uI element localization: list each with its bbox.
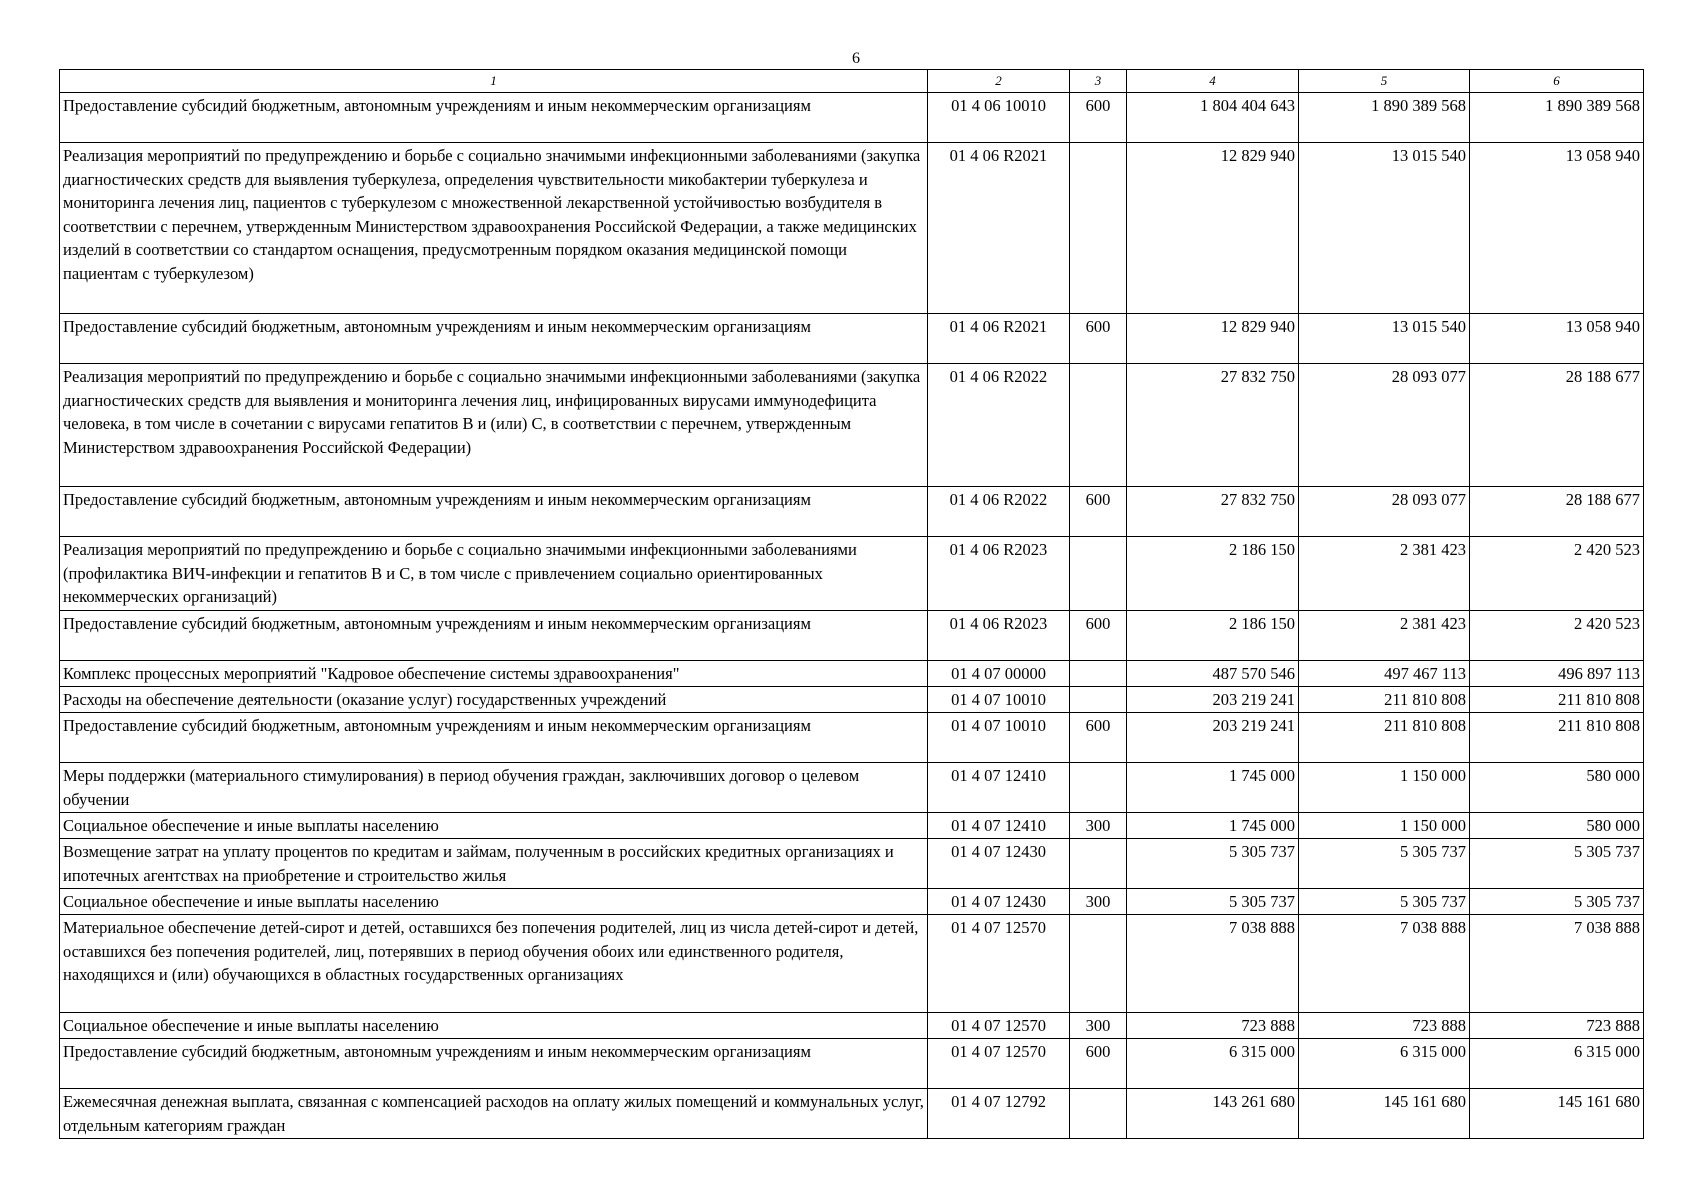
row-value-year2: 28 093 077 bbox=[1299, 487, 1470, 537]
row-value-year3: 211 810 808 bbox=[1470, 687, 1644, 713]
table-row bbox=[60, 713, 1644, 763]
row-code: 01 4 07 12430 bbox=[928, 889, 1070, 915]
row-value-year3: 2 420 523 bbox=[1470, 537, 1644, 611]
row-code: 01 4 07 10010 bbox=[928, 687, 1070, 713]
row-value-year2: 1 890 389 568 bbox=[1299, 93, 1470, 143]
column-header: 2 bbox=[928, 70, 1070, 93]
budget-table bbox=[59, 69, 1644, 1139]
row-name: Социальное обеспечение и иные выплаты населению bbox=[60, 813, 928, 839]
row-value-year2: 2 381 423 bbox=[1299, 611, 1470, 661]
row-value-year3: 5 305 737 bbox=[1470, 889, 1644, 915]
row-value-year2: 211 810 808 bbox=[1299, 687, 1470, 713]
row-expense-type bbox=[1070, 915, 1127, 1013]
column-header: 3 bbox=[1070, 70, 1127, 93]
row-expense-type bbox=[1070, 839, 1127, 889]
row-value-year3: 1 890 389 568 bbox=[1470, 93, 1644, 143]
column-header: 6 bbox=[1470, 70, 1644, 93]
row-code: 01 4 06 R2022 bbox=[928, 364, 1070, 487]
table-row bbox=[60, 487, 1644, 537]
row-name: Предоставление субсидий бюджетным, автономным учреждениям и иным некоммерческим организациям bbox=[60, 713, 928, 763]
row-code: 01 4 07 12570 bbox=[928, 1013, 1070, 1039]
row-value-year2: 1 150 000 bbox=[1299, 813, 1470, 839]
row-code: 01 4 06 R2023 bbox=[928, 611, 1070, 661]
row-code: 01 4 07 12430 bbox=[928, 839, 1070, 889]
column-number-row bbox=[60, 70, 1644, 93]
row-value-year3: 580 000 bbox=[1470, 813, 1644, 839]
table-row bbox=[60, 93, 1644, 143]
row-expense-type: 600 bbox=[1070, 487, 1127, 537]
row-name: Реализация мероприятий по предупреждению и борьбе с социально значимыми инфекционными заболеваниями (профилактика ВИЧ-инфекции и гепатитов В и С, в том числе с привлечением социально ориентированных некоммерческих организаций) bbox=[60, 537, 928, 611]
row-value-year1: 6 315 000 bbox=[1127, 1039, 1299, 1089]
row-expense-type bbox=[1070, 364, 1127, 487]
row-expense-type: 600 bbox=[1070, 1039, 1127, 1089]
table-row bbox=[60, 687, 1644, 713]
table-row bbox=[60, 1089, 1644, 1139]
row-value-year1: 723 888 bbox=[1127, 1013, 1299, 1039]
row-value-year1: 1 804 404 643 bbox=[1127, 93, 1299, 143]
table-row bbox=[60, 839, 1644, 889]
row-value-year3: 28 188 677 bbox=[1470, 364, 1644, 487]
row-name: Реализация мероприятий по предупреждению и борьбе с социально значимыми инфекционными заболеваниями (закупка диагностических средств для выявления и мониторинга лечения лиц, инфицированных вирусами иммунодефицита человека, в том числе в сочетании с вирусами гепатитов В и (или) С, в соответствии с перечнем, утвержденным Министерством здравоохранения Российской Федерации) bbox=[60, 364, 928, 487]
row-name: Предоставление субсидий бюджетным, автономным учреждениям и иным некоммерческим организациям bbox=[60, 93, 928, 143]
row-expense-type: 300 bbox=[1070, 1013, 1127, 1039]
row-value-year1: 12 829 940 bbox=[1127, 314, 1299, 364]
row-expense-type: 600 bbox=[1070, 314, 1127, 364]
table-row bbox=[60, 889, 1644, 915]
row-value-year2: 28 093 077 bbox=[1299, 364, 1470, 487]
row-value-year2: 1 150 000 bbox=[1299, 763, 1470, 813]
row-code: 01 4 06 R2021 bbox=[928, 314, 1070, 364]
row-code: 01 4 06 R2023 bbox=[928, 537, 1070, 611]
row-expense-type bbox=[1070, 661, 1127, 687]
row-expense-type bbox=[1070, 687, 1127, 713]
row-code: 01 4 07 00000 bbox=[928, 661, 1070, 687]
row-name: Расходы на обеспечение деятельности (оказание услуг) государственных учреждений bbox=[60, 687, 928, 713]
row-expense-type: 600 bbox=[1070, 713, 1127, 763]
row-value-year2: 211 810 808 bbox=[1299, 713, 1470, 763]
row-value-year1: 1 745 000 bbox=[1127, 763, 1299, 813]
table-row bbox=[60, 314, 1644, 364]
row-expense-type bbox=[1070, 537, 1127, 611]
row-value-year2: 2 381 423 bbox=[1299, 537, 1470, 611]
row-value-year2: 6 315 000 bbox=[1299, 1039, 1470, 1089]
row-value-year3: 496 897 113 bbox=[1470, 661, 1644, 687]
row-value-year2: 13 015 540 bbox=[1299, 314, 1470, 364]
column-header: 5 bbox=[1299, 70, 1470, 93]
row-expense-type: 600 bbox=[1070, 611, 1127, 661]
row-expense-type: 600 bbox=[1070, 93, 1127, 143]
row-value-year1: 27 832 750 bbox=[1127, 487, 1299, 537]
row-code: 01 4 06 R2021 bbox=[928, 143, 1070, 314]
row-value-year2: 145 161 680 bbox=[1299, 1089, 1470, 1139]
row-value-year2: 5 305 737 bbox=[1299, 839, 1470, 889]
row-name: Предоставление субсидий бюджетным, автономным учреждениям и иным некоммерческим организациям bbox=[60, 487, 928, 537]
table-row bbox=[60, 1013, 1644, 1039]
row-code: 01 4 07 10010 bbox=[928, 713, 1070, 763]
row-code: 01 4 06 R2022 bbox=[928, 487, 1070, 537]
row-expense-type: 300 bbox=[1070, 889, 1127, 915]
row-value-year2: 5 305 737 bbox=[1299, 889, 1470, 915]
row-value-year1: 27 832 750 bbox=[1127, 364, 1299, 487]
row-value-year1: 7 038 888 bbox=[1127, 915, 1299, 1013]
row-value-year1: 203 219 241 bbox=[1127, 713, 1299, 763]
row-expense-type bbox=[1070, 763, 1127, 813]
row-value-year1: 203 219 241 bbox=[1127, 687, 1299, 713]
row-value-year3: 7 038 888 bbox=[1470, 915, 1644, 1013]
row-name: Предоставление субсидий бюджетным, автономным учреждениям и иным некоммерческим организациям bbox=[60, 1039, 928, 1089]
column-header: 4 bbox=[1127, 70, 1299, 93]
table-row bbox=[60, 661, 1644, 687]
row-value-year2: 723 888 bbox=[1299, 1013, 1470, 1039]
table-row bbox=[60, 611, 1644, 661]
row-name: Социальное обеспечение и иные выплаты населению bbox=[60, 889, 928, 915]
row-value-year3: 5 305 737 bbox=[1470, 839, 1644, 889]
row-value-year1: 2 186 150 bbox=[1127, 611, 1299, 661]
row-value-year3: 580 000 bbox=[1470, 763, 1644, 813]
table-row bbox=[60, 813, 1644, 839]
row-value-year3: 6 315 000 bbox=[1470, 1039, 1644, 1089]
table-row bbox=[60, 1039, 1644, 1089]
row-value-year2: 497 467 113 bbox=[1299, 661, 1470, 687]
row-code: 01 4 07 12792 bbox=[928, 1089, 1070, 1139]
row-value-year2: 7 038 888 bbox=[1299, 915, 1470, 1013]
row-expense-type: 300 bbox=[1070, 813, 1127, 839]
row-name: Ежемесячная денежная выплата, связанная с компенсацией расходов на оплату жилых помещений и коммунальных услуг, отдельным категориям граждан bbox=[60, 1089, 928, 1139]
row-value-year3: 145 161 680 bbox=[1470, 1089, 1644, 1139]
row-expense-type bbox=[1070, 143, 1127, 314]
row-value-year1: 12 829 940 bbox=[1127, 143, 1299, 314]
row-code: 01 4 07 12570 bbox=[928, 915, 1070, 1013]
row-name: Реализация мероприятий по предупреждению и борьбе с социально значимыми инфекционными заболеваниями (закупка диагностических средств для выявления туберкулеза, определения чувствительности микобактерии туберкулеза и мониторинга лечения лиц, пациентов с туберкулезом с множественной лекарственной устойчивостью возбудителя в соответствии с перечнем, утвержденным Министерством здравоохранения Российской Федерации, а также медицинских изделий в соответствии со стандартом оснащения, предусмотренным порядком оказания медицинской помощи пациентам с туберкулезом) bbox=[60, 143, 928, 314]
table-row bbox=[60, 763, 1644, 813]
row-code: 01 4 07 12410 bbox=[928, 763, 1070, 813]
row-value-year1: 143 261 680 bbox=[1127, 1089, 1299, 1139]
row-value-year3: 13 058 940 bbox=[1470, 143, 1644, 314]
row-value-year1: 2 186 150 bbox=[1127, 537, 1299, 611]
row-value-year3: 13 058 940 bbox=[1470, 314, 1644, 364]
row-name: Меры поддержки (материального стимулирования) в период обучения граждан, заключивших договор о целевом обучении bbox=[60, 763, 928, 813]
table-row bbox=[60, 364, 1644, 487]
table-row bbox=[60, 537, 1644, 611]
page-number: 6 bbox=[852, 50, 860, 67]
table-row bbox=[60, 143, 1644, 314]
row-name: Материальное обеспечение детей-сирот и детей, оставшихся без попечения родителей, лиц из числа детей-сирот и детей, оставшихся без попечения родителей, лиц, потерявших в период обучения обоих или единственного родителя, находящихся и (или) обучающихся в областных государственных организациях bbox=[60, 915, 928, 1013]
row-value-year1: 487 570 546 bbox=[1127, 661, 1299, 687]
row-name: Предоставление субсидий бюджетным, автономным учреждениям и иным некоммерческим организациям bbox=[60, 314, 928, 364]
row-code: 01 4 07 12570 bbox=[928, 1039, 1070, 1089]
row-expense-type bbox=[1070, 1089, 1127, 1139]
row-value-year3: 28 188 677 bbox=[1470, 487, 1644, 537]
row-value-year1: 5 305 737 bbox=[1127, 889, 1299, 915]
row-name: Социальное обеспечение и иные выплаты населению bbox=[60, 1013, 928, 1039]
row-code: 01 4 07 12410 bbox=[928, 813, 1070, 839]
column-header: 1 bbox=[60, 70, 928, 93]
row-name: Возмещение затрат на уплату процентов по кредитам и займам, полученным в российских кредитных организациях и ипотечных агентствах на приобретение и строительство жилья bbox=[60, 839, 928, 889]
row-value-year2: 13 015 540 bbox=[1299, 143, 1470, 314]
row-name: Комплекс процессных мероприятий "Кадровое обеспечение системы здравоохранения" bbox=[60, 661, 928, 687]
row-value-year3: 723 888 bbox=[1470, 1013, 1644, 1039]
row-name: Предоставление субсидий бюджетным, автономным учреждениям и иным некоммерческим организациям bbox=[60, 611, 928, 661]
row-value-year1: 5 305 737 bbox=[1127, 839, 1299, 889]
row-value-year1: 1 745 000 bbox=[1127, 813, 1299, 839]
row-value-year3: 2 420 523 bbox=[1470, 611, 1644, 661]
row-code: 01 4 06 10010 bbox=[928, 93, 1070, 143]
row-value-year3: 211 810 808 bbox=[1470, 713, 1644, 763]
table-row bbox=[60, 915, 1644, 1013]
